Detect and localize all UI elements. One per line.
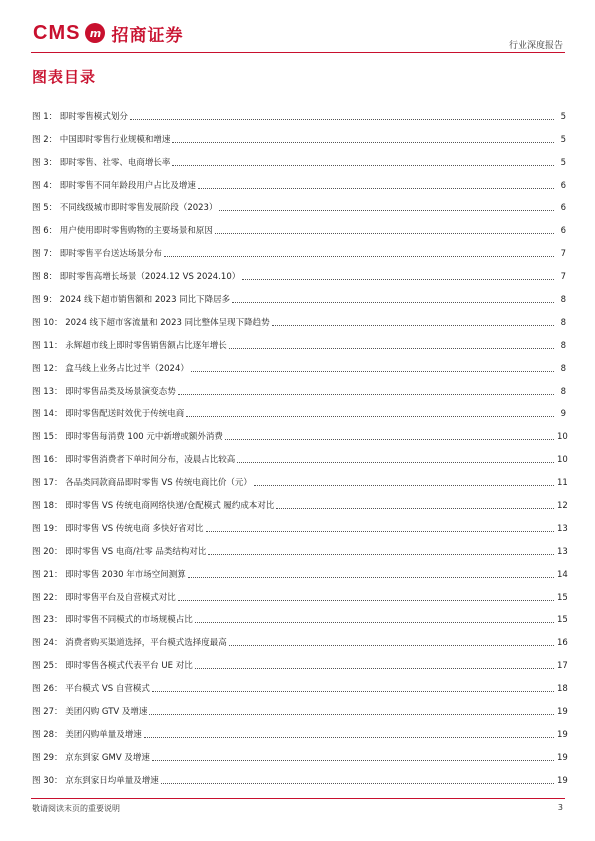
toc-item-page: 19 — [557, 707, 568, 718]
toc-item[interactable] — [32, 741, 566, 764]
toc-item-label: 图 23： 即时零售不同模式的市场规模占比 — [32, 615, 193, 626]
toc-item-label: 图 7： 即时零售平台送达场景分布 — [32, 249, 162, 260]
toc-dot-leader — [188, 577, 554, 578]
toc-item[interactable] — [32, 626, 566, 649]
toc-dot-leader — [219, 210, 554, 211]
toc-item-label: 图 27： 美团闪购 GTV 及增速 — [32, 707, 148, 718]
toc-item-page: 19 — [557, 729, 568, 740]
toc-dot-leader — [152, 691, 554, 692]
toc-dot-leader — [161, 783, 554, 784]
toc-item[interactable] — [32, 169, 566, 192]
toc-dot-leader — [178, 600, 554, 601]
toc-dot-leader — [237, 462, 554, 463]
toc-item-label: 图 14： 即时零售配送时效优于传统电商 — [32, 409, 185, 420]
toc-item[interactable] — [32, 237, 566, 260]
toc-item-label: 图 30： 京东到家日均单量及增速 — [32, 775, 159, 786]
toc-item[interactable] — [32, 535, 566, 558]
toc-item-label: 图 22： 即时零售平台及自营模式对比 — [32, 592, 176, 603]
toc-item[interactable] — [32, 123, 566, 146]
toc-item[interactable] — [32, 329, 566, 352]
toc-item-label: 图 2： 中国即时零售行业规模和增速 — [32, 134, 171, 145]
toc-dot-leader — [242, 279, 554, 280]
header-divider — [31, 52, 565, 53]
toc-item-label: 图 29： 京东到家 GMV 及增速 — [32, 752, 150, 763]
toc-item[interactable] — [32, 581, 566, 604]
toc-dot-leader — [215, 233, 554, 234]
toc-item-label: 图 12： 盒马线上业务占比过半（2024） — [32, 363, 189, 374]
page-header — [0, 0, 595, 52]
toc-item-page: 15 — [557, 592, 568, 603]
toc-item-page: 13 — [557, 546, 568, 557]
toc-item-label: 图 3： 即时零售、社零、电商增长率 — [32, 157, 171, 168]
toc-dot-leader — [186, 416, 554, 417]
toc-item-page: 15 — [557, 615, 568, 626]
toc-item-label: 图 26： 平台模式 VS 自营模式 — [32, 684, 150, 695]
toc-item-label: 图 20： 即时零售 VS 电商/社零 品类结构对比 — [32, 546, 207, 557]
toc-item-page: 5 — [560, 157, 566, 168]
toc-dot-leader — [229, 645, 554, 646]
toc-dot-leader — [172, 165, 554, 166]
toc-item-label: 图 4： 即时零售不同年龄段用户占比及增速 — [32, 180, 196, 191]
toc-dot-leader — [272, 325, 554, 326]
toc-item-label: 图 13： 即时零售品类及场景演变态势 — [32, 386, 176, 397]
toc-item-label: 图 17： 各品类同款商品即时零售 VS 传统电商比价（元） — [32, 478, 252, 489]
page-title: 图表目录 — [32, 68, 97, 86]
toc-dot-leader — [172, 142, 554, 143]
toc-item-page: 6 — [560, 203, 566, 214]
toc-dot-leader — [276, 508, 554, 509]
toc-item-page: 8 — [560, 340, 566, 351]
toc-dot-leader — [144, 737, 554, 738]
toc-item-page: 6 — [560, 226, 566, 237]
toc-item[interactable] — [32, 649, 566, 672]
toc-item[interactable] — [32, 214, 566, 237]
toc-item-label: 图 28： 美团闪购单量及增速 — [32, 729, 142, 740]
toc-dot-leader — [195, 622, 554, 623]
toc-item-page: 8 — [560, 317, 566, 328]
toc-item-page: 9 — [560, 409, 566, 420]
report-type: 行业深度报告 — [508, 41, 563, 51]
logo-text: CMS — [33, 21, 81, 44]
toc-dot-leader — [178, 394, 554, 395]
toc-item-label: 图 9： 2024 线下超市销售额和 2023 同比下降居多 — [32, 295, 231, 306]
toc-item-label: 图 21： 即时零售 2030 年市场空间测算 — [32, 569, 186, 580]
toc-item-page: 19 — [557, 775, 568, 786]
toc-item-page: 8 — [560, 363, 566, 374]
toc-item-label: 图 16： 即时零售消费者下单时间分布，凌晨占比较高 — [32, 455, 236, 466]
toc-item-page: 6 — [560, 180, 566, 191]
toc-item[interactable] — [32, 146, 566, 169]
toc-dot-leader — [232, 302, 554, 303]
toc-dot-leader — [130, 119, 554, 120]
company-name: 招商证券 — [111, 25, 184, 46]
toc-item[interactable] — [32, 672, 566, 695]
toc-dot-leader — [225, 439, 554, 440]
toc-item-page: 8 — [560, 295, 566, 306]
toc-item-page: 18 — [557, 684, 568, 695]
toc-item[interactable] — [32, 604, 566, 627]
toc-item[interactable] — [32, 352, 566, 375]
toc-item-label: 图 1： 即时零售模式划分 — [32, 111, 128, 122]
toc-item[interactable] — [32, 764, 566, 787]
toc-item-page: 5 — [560, 111, 566, 122]
toc-item-label: 图 5： 不同线级城市即时零售发展阶段（2023） — [32, 203, 218, 214]
toc-item-page: 14 — [557, 569, 568, 580]
toc-item-label: 图 11： 永辉超市线上即时零售销售额占比逐年增长 — [32, 340, 227, 351]
page-number: 3 — [557, 803, 563, 812]
toc-dot-leader — [254, 485, 554, 486]
toc-item[interactable] — [32, 100, 566, 123]
toc-item[interactable] — [32, 375, 566, 398]
toc-dot-leader — [191, 371, 554, 372]
toc-dot-leader — [208, 554, 554, 555]
toc-item-page: 17 — [557, 661, 568, 672]
toc-item-page: 5 — [560, 134, 566, 145]
toc-item-page: 10 — [557, 432, 568, 443]
toc-dot-leader — [198, 188, 554, 189]
toc-item[interactable] — [32, 420, 566, 443]
toc-item-page: 11 — [557, 478, 568, 489]
toc-dot-leader — [164, 256, 554, 257]
toc-item-page: 7 — [560, 272, 566, 283]
toc-item[interactable] — [32, 192, 566, 215]
toc-dot-leader — [149, 714, 554, 715]
toc-item[interactable] — [32, 558, 566, 581]
toc-item[interactable] — [32, 306, 566, 329]
toc-item[interactable] — [32, 283, 566, 306]
toc-item[interactable] — [32, 512, 566, 535]
toc-dot-leader — [229, 348, 554, 349]
toc-item-label: 图 6： 用户使用即时零售购物的主要场景和原因 — [32, 226, 213, 237]
toc-item-label: 图 25： 即时零售各模式代表平台 UE 对比 — [32, 661, 193, 672]
toc-dot-leader — [152, 760, 554, 761]
toc-item[interactable] — [32, 718, 566, 741]
toc-item[interactable] — [32, 695, 566, 718]
toc-item[interactable] — [32, 398, 566, 421]
toc-item-page: 13 — [557, 523, 568, 534]
toc-item-label: 图 8： 即时零售高增长场景（2024.12 VS 2024.10） — [32, 272, 241, 283]
footer-divider — [31, 798, 565, 799]
toc-item-page: 10 — [557, 455, 568, 466]
toc-item[interactable] — [32, 260, 566, 283]
toc-item-label: 图 19： 即时零售 VS 传统电商 多快好省对比 — [32, 523, 204, 534]
toc-item-label: 图 18： 即时零售 VS 传统电商网络快递/仓配模式 履约成本对比 — [32, 501, 275, 512]
toc-item-page: 19 — [557, 752, 568, 763]
toc-item-page: 8 — [560, 386, 566, 397]
company-logo — [33, 20, 183, 46]
toc-item-label: 图 15： 即时零售每消费 100 元中新增或额外消费 — [32, 432, 223, 443]
toc-item[interactable] — [32, 466, 566, 489]
toc-dot-leader — [206, 531, 554, 532]
toc-item-page: 16 — [557, 638, 568, 649]
toc-item-label: 图 24： 消费者购买渠道选择，平台模式选择度最高 — [32, 638, 227, 649]
figure-table-of-contents — [32, 100, 566, 787]
logo-badge-icon: m — [85, 23, 105, 43]
toc-item-page: 12 — [557, 501, 568, 512]
toc-dot-leader — [195, 668, 554, 669]
toc-item[interactable] — [32, 489, 566, 512]
toc-item-page: 7 — [560, 249, 566, 260]
toc-item-label: 图 10： 2024 线下超市客流量和 2023 同比整体呈现下降趋势 — [32, 317, 270, 328]
disclaimer-note: 敬请阅读末页的重要说明 — [32, 804, 120, 813]
toc-item[interactable] — [32, 443, 566, 466]
